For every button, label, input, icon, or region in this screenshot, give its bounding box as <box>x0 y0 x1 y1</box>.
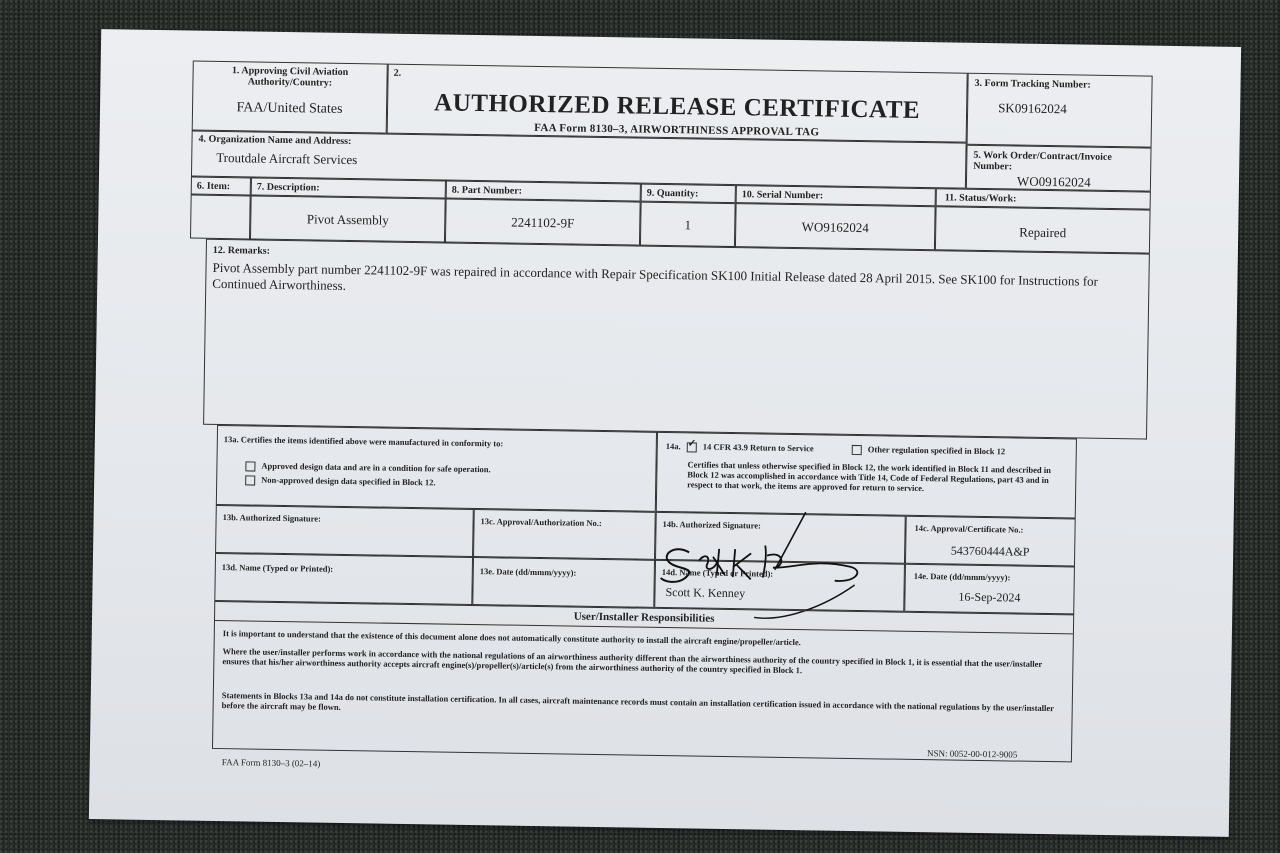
form-subtitle: FAA Form 8130–3, AIRWORTHINESS APPROVAL TAG <box>534 121 820 139</box>
quantity-value: 1 <box>684 217 692 233</box>
non-approved-design-data-checkbox[interactable] <box>245 475 255 485</box>
approved-design-data-checkbox[interactable] <box>245 461 255 471</box>
block-13d-label: 13d. Name (Typed or Printed): <box>221 562 334 574</box>
description-value-cell <box>250 195 446 242</box>
block-14a-label: 14a. <box>665 441 681 452</box>
part-number-label: 8. Part Number: <box>451 184 523 197</box>
status-label: 11. Status/Work: <box>944 192 1017 205</box>
quantity-label: 9. Quantity: <box>646 187 699 200</box>
part-number-value-cell <box>445 199 641 246</box>
block-13c-label: 13c. Approval/Authorization No.: <box>480 516 602 529</box>
certificate-paper <box>89 29 1241 837</box>
block-14e-label: 14e. Date (dd/mmm/yyyy): <box>913 570 1011 583</box>
form-title: AUTHORIZED RELEASE CERTIFICATE <box>433 89 921 124</box>
block-13c <box>473 509 656 560</box>
block-2 <box>387 64 968 143</box>
block-14b-label: 14b. Authorized Signature: <box>662 518 761 531</box>
serial-number-value-cell <box>735 203 936 250</box>
item-value-cell <box>190 195 251 240</box>
nsn-number: NSN: 0052-00-012-9005 <box>926 748 1018 760</box>
form-tracking-number-value: SK09162024 <box>998 100 1067 117</box>
serial-number-label: 10. Serial Number: <box>741 189 824 202</box>
approving-authority-value: FAA/United States <box>236 100 343 117</box>
other-regulation-checkbox[interactable] <box>852 445 862 455</box>
block-13d <box>214 553 473 605</box>
approved-design-data-label: Approved design data and are in a condition for safe operation. <box>261 460 491 475</box>
handwritten-signature <box>654 508 906 622</box>
block-13a-label: 13a. Certifies the items identified above were manufactured in conformity to: <box>223 434 504 449</box>
responsibilities-heading: User/Installer Responsibilities <box>215 602 1073 634</box>
block-14a <box>656 432 1077 519</box>
block-12-label: 12. Remarks: <box>212 244 271 257</box>
block-14a-certification-text: Certifies that unless otherwise specified in Block 12, the work identified in Block 11 and described in Block 12 was accomplished in accordance with Title 14, Code of Federal Regulations, part 43 and in respect to that work, the items are approved for return to service. <box>687 459 1051 494</box>
block-2-label: 2. <box>393 67 402 79</box>
signer-name-value: Scott K. Kenney <box>665 585 746 601</box>
responsibilities-paragraph-3: Statements in Blocks 13a and 14a do not constitute installation certification. In all cases, aircraft maintenance records must contain an installation certification issued in accordance with the national regulations by the user/installer before the aircraft may be flown. <box>221 690 1054 714</box>
remarks-text: Pivot Assembly part number 2241102-9F was repaired in accordance with Repair Specification SK100 Initial Release dated 28 April 2015. See SK100 for Instructions for Continued Airworthiness. <box>212 259 1099 293</box>
block-13b <box>215 505 474 557</box>
description-value: Pivot Assembly <box>306 211 389 228</box>
block-1 <box>192 61 388 134</box>
responsibilities-paragraph-1: It is important to understand that the existence of this document alone does not automatically constitute authority to install the aircraft engine/propeller/article. <box>222 628 801 648</box>
non-approved-design-data-option[interactable] <box>245 474 436 488</box>
work-order-value: WO09162024 <box>1016 173 1091 190</box>
description-label: 7. Description: <box>256 181 320 194</box>
block-12-remarks <box>203 239 1150 440</box>
block-14c-label: 14c. Approval/Certificate No.: <box>914 522 1024 535</box>
status-value: Repaired <box>1019 224 1067 241</box>
other-regulation-label: Other regulation specified in Block 12 <box>867 444 1006 457</box>
part-number-value: 2241102-9F <box>511 214 575 231</box>
block-5 <box>966 145 1152 192</box>
block-14a-options <box>666 441 1006 457</box>
non-approved-design-data-label: Non-approved design data specified in Block 12. <box>261 474 436 488</box>
block-1-label: 1. Approving Civil Aviation Authority/Country: <box>231 65 349 89</box>
quantity-header <box>641 184 736 203</box>
signature-date-value: 16-Sep-2024 <box>958 589 1021 605</box>
approval-certificate-value: 543760444A&P <box>950 543 1030 559</box>
block-13e-label: 13e. Date (dd/mmm/yyyy): <box>479 566 577 578</box>
block-14d-label: 14d. Name (Typed or Printed): <box>661 566 774 579</box>
organization-name-value: Troutdale Aircraft Services <box>216 149 358 168</box>
block-5-label: 5. Work Order/Contract/Invoice Number: <box>973 149 1112 173</box>
block-13a <box>216 425 657 512</box>
block-14e <box>904 564 1075 615</box>
responsibilities-paragraph-2: Where the user/installer performs work in accordance with the national regulations of an airworthiness authority different than the airworthiness authority of the country specified in Block 1, it is essential that the user/installer ensures that his/her airworthiness authority accepts aircraft engine(s)/propeller(s)/article(s) from the airworthiness authority of the country specified in Block 1. <box>222 646 1043 676</box>
block-3 <box>967 73 1153 148</box>
return-to-service-label: 14 CFR 43.9 Return to Service <box>702 441 814 454</box>
quantity-value-cell <box>640 202 736 247</box>
block-3-label: 3. Form Tracking Number: <box>974 77 1091 91</box>
block-13b-label: 13b. Authorized Signature: <box>222 512 322 524</box>
serial-number-value: WO9162024 <box>801 219 869 236</box>
block-13e <box>472 557 655 608</box>
block-14c <box>905 516 1076 567</box>
responsibilities-box <box>212 601 1074 762</box>
item-header <box>191 177 251 196</box>
item-label: 6. Item: <box>196 180 231 193</box>
form-identifier: FAA Form 8130–3 (02–14) <box>221 757 321 769</box>
authorized-release-certificate-form <box>182 61 1152 769</box>
approved-design-data-option[interactable] <box>245 460 490 475</box>
status-value-cell <box>935 206 1151 253</box>
block-4-label: 4. Organization Name and Address: <box>198 133 352 148</box>
return-to-service-checkbox[interactable] <box>687 442 697 452</box>
